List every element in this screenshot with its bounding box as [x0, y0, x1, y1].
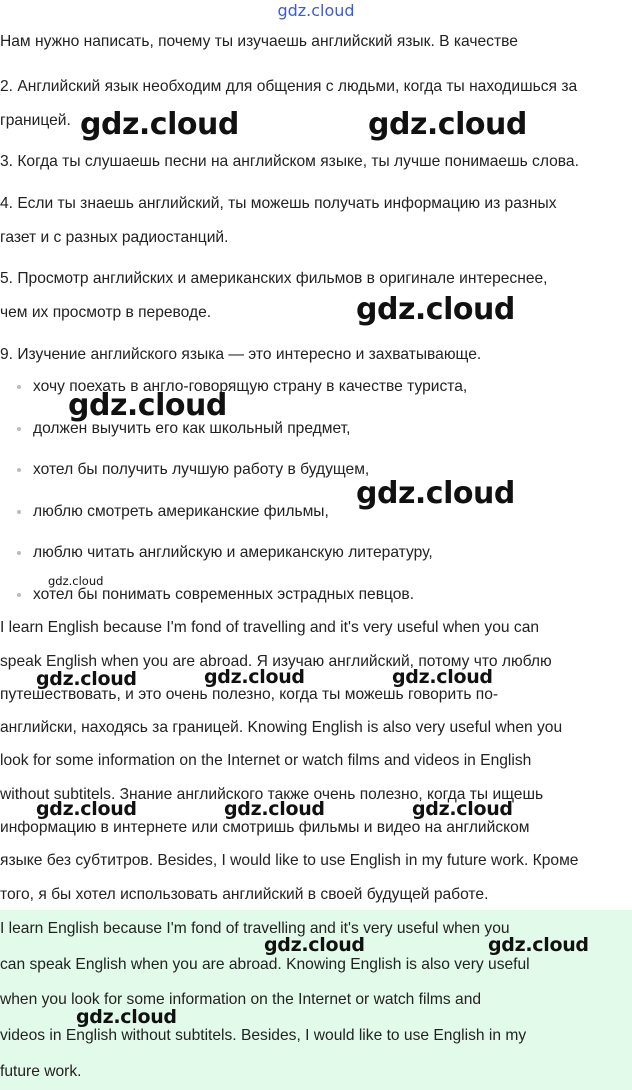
point-4-line-2: газет и с разных радиостанций. — [0, 229, 229, 246]
translation-line: того, я бы хотел использовать английский в своей будущей работе. — [0, 886, 489, 903]
list-item-text: хотел бы понимать современных эстрадных певцов. — [33, 586, 415, 603]
watermark: gdz.cloud — [224, 798, 325, 820]
translation-line: speak English when you are abroad. Я изучаю английский, потому что люблю — [0, 653, 552, 670]
bullet-icon — [17, 551, 21, 555]
bullet-icon — [17, 468, 21, 472]
watermark: gdz.cloud — [488, 934, 589, 956]
answer-line: future work. — [0, 1063, 82, 1080]
answer-line: videos in English without subtitels. Besides, I would like to use English in my — [0, 1027, 527, 1044]
bullet-icon — [17, 593, 21, 597]
watermark: gdz.cloud — [204, 666, 305, 688]
point-5-line-1: 5. Просмотр английских и американских фильмов в оригинале интереснее, — [0, 270, 548, 287]
point-5-line-2: чем их просмотр в переводе. — [0, 304, 212, 321]
site-watermark-top: gdz.cloud — [277, 1, 355, 20]
watermark: gdz.cloud — [412, 798, 513, 820]
watermark: gdz.cloud — [368, 107, 527, 142]
translation-line: языке без субтитров. Besides, I would like to use English in my future work. Кроме — [0, 852, 579, 869]
watermark: gdz.cloud — [76, 1006, 177, 1028]
bullet-icon — [17, 510, 21, 514]
translation-line: английски, находясь за границей. Knowing English is also very useful when you — [0, 719, 563, 736]
point-2-line-2: границей. — [0, 112, 71, 129]
bullet-icon — [17, 385, 21, 389]
translation-line: путешествовать, и это очень полезно, когда ты можешь говорить по- — [0, 686, 499, 703]
watermark: gdz.cloud — [48, 574, 104, 588]
watermark: gdz.cloud — [80, 107, 239, 142]
answer-line: when you look for some information on the Internet or watch films and — [0, 991, 482, 1008]
watermark: gdz.cloud — [68, 388, 227, 423]
translation-line: информацию в интернете или смотришь фильмы и видео на английском — [0, 819, 530, 836]
watermark: gdz.cloud — [356, 292, 515, 327]
answer-line: can speak English when you are abroad. Knowing English is also very useful — [0, 956, 530, 973]
watermark: gdz.cloud — [264, 934, 365, 956]
watermark: gdz.cloud — [36, 798, 137, 820]
point-2-line-1: 2. Английский язык необходим для общения с людьми, когда ты находишься за — [0, 78, 578, 95]
point-4-line-1: 4. Если ты знаешь английский, ты можешь получать информацию из разных — [0, 195, 557, 212]
list-item-text: хотел бы получить лучшую работу в будущем, — [33, 461, 370, 478]
translation-line: look for some information on the Internet or watch films and videos in English — [0, 752, 532, 769]
answer-line: I learn English because I'm fond of travelling and it's very useful when you — [0, 920, 510, 937]
list-item-text: должен выучить его как школьный предмет, — [33, 420, 351, 437]
list-item-text: люблю читать английскую и американскую литературу, — [33, 544, 433, 561]
list-item-text: люблю смотреть американские фильмы, — [33, 503, 329, 520]
translation-line: I learn English because I'm fond of travelling and it's very useful when you can — [0, 619, 540, 636]
intro-line: Нам нужно написать, почему ты изучаешь английский язык. В качестве — [0, 33, 518, 50]
watermark: gdz.cloud — [392, 666, 493, 688]
watermark: gdz.cloud — [356, 476, 515, 511]
translation-line: without subtitels. Знание английского также очень полезно, когда ты ищешь — [0, 786, 544, 803]
point-9-line: 9. Изучение английского языка — это интересно и захватывающе. — [0, 346, 482, 363]
watermark: gdz.cloud — [36, 668, 137, 690]
bullet-icon — [17, 427, 21, 431]
point-3-line: 3. Когда ты слушаешь песни на английском языке, ты лучше понимаешь слова. — [0, 153, 579, 170]
list-item-text: хочу поехать в англо-говорящую страну в качестве туриста, — [33, 378, 468, 395]
